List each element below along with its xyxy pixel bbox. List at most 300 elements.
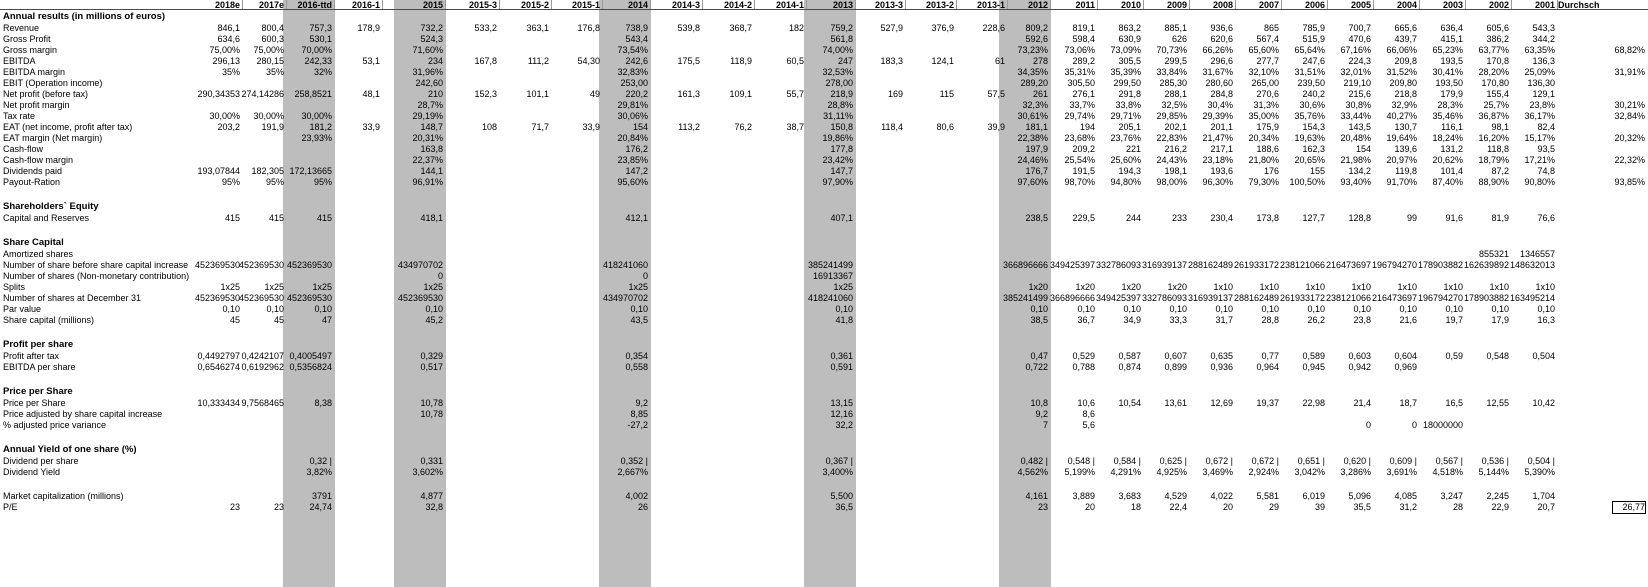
data-cell[interactable]: 865: [1263, 23, 1279, 33]
data-cell[interactable]: 20,84%: [617, 133, 648, 143]
data-cell[interactable]: 291,8: [1118, 89, 1141, 99]
row-label[interactable]: EBIT (Operation income): [3, 78, 103, 88]
data-cell[interactable]: 28,7%: [417, 100, 443, 110]
data-cell[interactable]: 5,581: [1256, 491, 1279, 501]
data-cell[interactable]: 33,9: [582, 122, 600, 132]
column-header-c2015[interactable]: 2015: [422, 0, 443, 10]
data-cell[interactable]: 39,9: [987, 122, 1005, 132]
data-cell[interactable]: 9,7568465: [241, 398, 284, 408]
data-cell[interactable]: 131,2: [1440, 144, 1463, 154]
row-label[interactable]: Number of shares at December 31: [3, 293, 142, 303]
data-cell[interactable]: 1x25: [264, 282, 284, 292]
data-cell[interactable]: 0,964: [1256, 362, 1279, 372]
row-label[interactable]: Gross Profit: [3, 34, 51, 44]
row-label[interactable]: P/E: [3, 502, 18, 512]
row-label[interactable]: Share capital (millions): [3, 315, 95, 325]
data-cell[interactable]: 592,6: [1025, 34, 1048, 44]
data-cell[interactable]: 1x25: [312, 282, 332, 292]
data-cell[interactable]: 101,4: [1440, 166, 1463, 176]
data-cell[interactable]: 29,71%: [1110, 111, 1141, 121]
data-cell[interactable]: 22,98: [1302, 398, 1325, 408]
column-header-c2013[interactable]: 2013: [832, 0, 853, 10]
data-cell[interactable]: 26,77: [1622, 502, 1645, 512]
data-cell[interactable]: 1x20: [1167, 282, 1187, 292]
data-cell[interactable]: 0,672 |: [1205, 456, 1233, 466]
data-cell[interactable]: 5,144%: [1478, 467, 1509, 477]
data-cell[interactable]: 119,8: [1395, 166, 1417, 176]
data-cell[interactable]: 26: [637, 502, 648, 512]
data-cell[interactable]: 48,1: [362, 89, 380, 99]
row-label[interactable]: EBITDA per share: [3, 362, 76, 372]
data-cell[interactable]: 452369530: [194, 293, 240, 303]
data-cell[interactable]: 0,548: [1486, 351, 1509, 361]
data-cell[interactable]: 620,6: [1210, 34, 1233, 44]
data-cell[interactable]: 452369530: [286, 293, 332, 303]
selected-cell-outline[interactable]: [1612, 501, 1646, 514]
data-cell[interactable]: 172,13665: [289, 166, 332, 176]
data-cell[interactable]: 40,27%: [1386, 111, 1417, 121]
data-cell[interactable]: 265,00: [1251, 78, 1279, 88]
data-cell[interactable]: 738,9: [625, 23, 648, 33]
data-cell[interactable]: 9,2: [1035, 409, 1048, 419]
data-cell[interactable]: 81,9: [1491, 213, 1509, 223]
data-cell[interactable]: 24,74: [309, 502, 332, 512]
column-header-c2006[interactable]: 2006: [1304, 0, 1325, 10]
data-cell[interactable]: 148,7: [420, 122, 443, 132]
data-cell[interactable]: 0: [437, 271, 443, 281]
data-cell[interactable]: 218,8: [1394, 89, 1417, 99]
data-cell[interactable]: 3,400%: [822, 467, 853, 477]
data-cell[interactable]: 25,60%: [1110, 155, 1141, 165]
data-cell[interactable]: 289,20: [1020, 78, 1048, 88]
data-cell[interactable]: 32,9%: [1391, 100, 1417, 110]
data-cell[interactable]: 247: [837, 56, 853, 66]
data-cell[interactable]: 71,60%: [412, 45, 443, 55]
column-header-c2009[interactable]: 2009: [1166, 0, 1187, 10]
data-cell[interactable]: 176: [1263, 166, 1279, 176]
data-cell[interactable]: 0,10: [1169, 304, 1187, 314]
data-cell[interactable]: 2,924%: [1248, 467, 1279, 477]
data-cell[interactable]: 15,17%: [1524, 133, 1555, 143]
data-cell[interactable]: 1x10: [1351, 282, 1371, 292]
data-cell[interactable]: 242,60: [415, 78, 443, 88]
data-cell[interactable]: 0,504: [1532, 351, 1555, 361]
data-cell[interactable]: 217,1: [1210, 144, 1233, 154]
data-cell[interactable]: 155: [1309, 166, 1325, 176]
data-cell[interactable]: 261933172: [1233, 260, 1279, 270]
data-cell[interactable]: 144,1: [420, 166, 443, 176]
data-cell[interactable]: 33,84%: [1156, 67, 1187, 77]
data-cell[interactable]: 162,3: [1302, 144, 1325, 154]
data-cell[interactable]: 65,23%: [1432, 45, 1463, 55]
data-cell[interactable]: 0,651 |: [1297, 456, 1325, 466]
row-label[interactable]: Dividend per share: [3, 456, 79, 466]
data-cell[interactable]: 91,6: [1445, 213, 1463, 223]
data-cell[interactable]: 415: [268, 213, 284, 223]
data-cell[interactable]: 0,482 |: [1020, 456, 1048, 466]
data-cell[interactable]: 29,39%: [1202, 111, 1233, 121]
data-cell[interactable]: 80,6: [936, 122, 954, 132]
column-header-c2011[interactable]: 2011: [1075, 0, 1095, 10]
data-cell[interactable]: 407,1: [830, 213, 853, 223]
row-label[interactable]: Net profit margin: [3, 100, 70, 110]
data-cell[interactable]: 219,10: [1343, 78, 1371, 88]
data-cell[interactable]: 30,8%: [1345, 100, 1371, 110]
data-cell[interactable]: 228,6: [982, 23, 1005, 33]
row-label[interactable]: Splits: [3, 282, 26, 292]
data-cell[interactable]: 30,00%: [209, 111, 240, 121]
data-cell[interactable]: 1x25: [628, 282, 648, 292]
row-label[interactable]: Revenue: [3, 23, 40, 33]
data-cell[interactable]: 23,93%: [301, 133, 332, 143]
data-cell[interactable]: 605,6: [1486, 23, 1509, 33]
column-header-c2017e[interactable]: 2017e: [258, 0, 284, 10]
data-cell[interactable]: 0,10: [1537, 304, 1555, 314]
data-cell[interactable]: 73,23%: [1017, 45, 1048, 55]
data-cell[interactable]: 4,518%: [1432, 467, 1463, 477]
column-header-cavg[interactable]: Durchsch: [1558, 0, 1600, 10]
data-cell[interactable]: 128,8: [1348, 213, 1371, 223]
data-cell[interactable]: 21,98%: [1340, 155, 1371, 165]
data-cell[interactable]: 136,3: [1532, 56, 1555, 66]
data-cell[interactable]: 0,32 |: [309, 456, 332, 466]
data-cell[interactable]: 0: [1365, 420, 1371, 430]
data-cell[interactable]: 35,31%: [1064, 67, 1095, 77]
data-cell[interactable]: 30,00%: [301, 111, 332, 121]
column-header-c2016ttd[interactable]: 2016-ttd: [297, 0, 332, 10]
section-header[interactable]: Profit per share: [3, 339, 74, 350]
row-label[interactable]: Gross margin: [3, 45, 58, 55]
data-cell[interactable]: 161,3: [677, 89, 700, 99]
data-cell[interactable]: 16913367: [812, 271, 853, 281]
data-cell[interactable]: 98,70%: [1064, 177, 1095, 187]
data-cell[interactable]: 79,30%: [1248, 177, 1279, 187]
data-cell[interactable]: 101,1: [526, 89, 549, 99]
data-cell[interactable]: 162639892: [1463, 260, 1509, 270]
data-cell[interactable]: 0,788: [1072, 362, 1095, 372]
data-cell[interactable]: 305,50: [1067, 78, 1095, 88]
data-cell[interactable]: 0,504 |: [1527, 456, 1555, 466]
data-cell[interactable]: 665,6: [1394, 23, 1417, 33]
data-cell[interactable]: 316939137: [1187, 293, 1233, 303]
data-cell[interactable]: 31,91%: [1614, 67, 1645, 77]
data-cell[interactable]: 5,096: [1348, 491, 1371, 501]
data-cell[interactable]: 2,245: [1486, 491, 1509, 501]
column-header-c2012[interactable]: 2012: [1027, 0, 1048, 10]
data-cell[interactable]: 147,7: [830, 166, 853, 176]
data-cell[interactable]: 299,5: [1164, 56, 1187, 66]
data-cell[interactable]: 183,3: [880, 56, 903, 66]
data-cell[interactable]: 23: [1037, 502, 1048, 512]
data-cell[interactable]: 332786093: [1141, 293, 1187, 303]
data-cell[interactable]: 0,47: [1030, 351, 1048, 361]
data-cell[interactable]: 66,06%: [1386, 45, 1417, 55]
data-cell[interactable]: 349425397: [1049, 260, 1095, 270]
data-cell[interactable]: 97,60%: [1017, 177, 1048, 187]
data-cell[interactable]: 244: [1125, 213, 1141, 223]
data-cell[interactable]: 0,10: [1307, 304, 1325, 314]
data-cell[interactable]: 74,00%: [822, 45, 853, 55]
data-cell[interactable]: 35%: [265, 67, 284, 77]
column-header-c2018e[interactable]: 2018e: [214, 0, 240, 10]
data-cell[interactable]: 197,9: [1025, 144, 1048, 154]
data-cell[interactable]: 196794270: [1371, 260, 1417, 270]
data-cell[interactable]: 238,5: [1025, 213, 1048, 223]
data-cell[interactable]: 0,10: [1399, 304, 1417, 314]
data-cell[interactable]: 29,19%: [412, 111, 443, 121]
data-cell[interactable]: 1x20: [1028, 282, 1048, 292]
data-cell[interactable]: 626: [1171, 34, 1187, 44]
data-cell[interactable]: 285,30: [1159, 78, 1187, 88]
data-cell[interactable]: 5,199%: [1064, 467, 1095, 477]
data-cell[interactable]: 385241499: [807, 260, 853, 270]
data-cell[interactable]: 276,1: [1072, 89, 1095, 99]
data-cell[interactable]: 130,7: [1394, 122, 1417, 132]
data-cell[interactable]: 19,63%: [1294, 133, 1325, 143]
data-cell[interactable]: 543,4: [625, 34, 648, 44]
data-cell[interactable]: 0,5356824: [289, 362, 332, 372]
data-cell[interactable]: 418241060: [807, 293, 853, 303]
data-cell[interactable]: 0,607: [1164, 351, 1187, 361]
data-cell[interactable]: 1x25: [833, 282, 853, 292]
column-header-c2014_2[interactable]: 2014-2: [723, 0, 752, 10]
data-cell[interactable]: 385241499: [1002, 293, 1048, 303]
data-cell[interactable]: 1x25: [423, 282, 443, 292]
data-cell[interactable]: 4,562%: [1017, 467, 1048, 477]
data-cell[interactable]: 201,1: [1210, 122, 1233, 132]
data-cell[interactable]: 0: [1411, 420, 1417, 430]
data-cell[interactable]: 90,80%: [1524, 177, 1555, 187]
column-header-c2015_1[interactable]: 2015-1: [571, 0, 600, 10]
row-label[interactable]: Payout-Ration: [3, 177, 61, 187]
data-cell[interactable]: 205,1: [1118, 122, 1141, 132]
row-label[interactable]: Capital and Reserves: [3, 213, 90, 223]
data-cell[interactable]: 363,1: [526, 23, 549, 33]
data-cell[interactable]: 434970702: [602, 293, 648, 303]
data-cell[interactable]: 278: [1032, 56, 1048, 66]
data-cell[interactable]: 452369530: [194, 260, 240, 270]
data-cell[interactable]: 163495214: [1509, 293, 1555, 303]
data-cell[interactable]: 93,40%: [1340, 177, 1371, 187]
data-cell[interactable]: 18: [1130, 502, 1141, 512]
data-cell[interactable]: 73,09%: [1110, 45, 1141, 55]
data-cell[interactable]: 88,90%: [1478, 177, 1509, 187]
data-cell[interactable]: 288,1: [1164, 89, 1187, 99]
data-cell[interactable]: 20: [1222, 502, 1233, 512]
data-cell[interactable]: 224,3: [1348, 56, 1371, 66]
data-cell[interactable]: 242,33: [304, 56, 332, 66]
data-cell[interactable]: 65,64%: [1294, 45, 1325, 55]
data-cell[interactable]: 28: [1452, 502, 1463, 512]
data-cell[interactable]: 216473697: [1325, 260, 1371, 270]
column-header-c2001[interactable]: 2001: [1534, 0, 1555, 10]
data-cell[interactable]: 240,2: [1302, 89, 1325, 99]
data-cell[interactable]: 288162489: [1233, 293, 1279, 303]
data-cell[interactable]: 23,76%: [1110, 133, 1141, 143]
data-cell[interactable]: 96,30%: [1202, 177, 1233, 187]
data-cell[interactable]: 152,3: [474, 89, 497, 99]
data-cell[interactable]: 29,74%: [1064, 111, 1095, 121]
row-label[interactable]: Tax rate: [3, 111, 36, 121]
data-cell[interactable]: 36,5: [835, 502, 853, 512]
data-cell[interactable]: 75,00%: [253, 45, 284, 55]
row-label[interactable]: EAT (net income, profit after tax): [3, 122, 133, 132]
data-cell[interactable]: 35%: [221, 67, 240, 77]
data-cell[interactable]: 800,4: [261, 23, 284, 33]
data-cell[interactable]: 0,899: [1164, 362, 1187, 372]
column-header-c2014_1[interactable]: 2014-1: [775, 0, 804, 10]
data-cell[interactable]: 29,81%: [617, 100, 648, 110]
data-cell[interactable]: 28,3%: [1437, 100, 1463, 110]
data-cell[interactable]: 20,34%: [1248, 133, 1279, 143]
data-cell[interactable]: 0,10: [1445, 304, 1463, 314]
data-cell[interactable]: 316939137: [1141, 260, 1187, 270]
data-cell[interactable]: 415: [316, 213, 332, 223]
data-cell[interactable]: 10,333434: [197, 398, 240, 408]
data-cell[interactable]: 193,50: [1435, 78, 1463, 88]
data-cell[interactable]: 23: [273, 502, 284, 512]
data-cell[interactable]: 1x10: [1535, 282, 1555, 292]
data-cell[interactable]: 10,6: [1077, 398, 1095, 408]
data-cell[interactable]: 32,01%: [1340, 67, 1371, 77]
data-cell[interactable]: 280,15: [256, 56, 284, 66]
data-cell[interactable]: 0,329: [420, 351, 443, 361]
row-label[interactable]: Dividend Yield: [3, 467, 61, 477]
data-cell[interactable]: 0,945: [1302, 362, 1325, 372]
data-cell[interactable]: 150,8: [830, 122, 853, 132]
data-cell[interactable]: 28,8: [1261, 315, 1279, 325]
data-cell[interactable]: 35,5: [1353, 502, 1371, 512]
data-cell[interactable]: 170,80: [1481, 78, 1509, 88]
data-cell[interactable]: 9,2: [635, 398, 648, 408]
data-cell[interactable]: 74,8: [1537, 166, 1555, 176]
data-cell[interactable]: 10,8: [1030, 398, 1048, 408]
data-cell[interactable]: 452369530: [238, 260, 284, 270]
data-cell[interactable]: 45,2: [425, 315, 443, 325]
data-cell[interactable]: 3791: [311, 491, 332, 501]
data-cell[interactable]: 242,6: [625, 56, 648, 66]
data-cell[interactable]: 129,1: [1532, 89, 1555, 99]
data-cell[interactable]: 630,9: [1118, 34, 1141, 44]
data-cell[interactable]: 3,683: [1118, 491, 1141, 501]
data-cell[interactable]: 30,61%: [1017, 111, 1048, 121]
row-label[interactable]: Price adjusted by share capital increase: [3, 409, 163, 419]
data-cell[interactable]: 0,722: [1025, 362, 1048, 372]
data-cell[interactable]: 0,548 |: [1067, 456, 1095, 466]
data-cell[interactable]: 193,5: [1440, 56, 1463, 66]
column-header-c2005[interactable]: 2005: [1350, 0, 1371, 10]
data-cell[interactable]: 22,4: [1169, 502, 1187, 512]
section-header[interactable]: Annual Yield of one share (%): [3, 444, 137, 455]
section-header[interactable]: Annual results (in millions of euros): [3, 11, 166, 22]
row-label[interactable]: Net profit (before tax): [3, 89, 89, 99]
data-cell[interactable]: 32,2: [835, 420, 853, 430]
data-cell[interactable]: 0,10: [222, 304, 240, 314]
row-label[interactable]: % adjusted price variance: [3, 420, 107, 430]
data-cell[interactable]: 8,38: [314, 398, 332, 408]
data-cell[interactable]: 3,691%: [1386, 467, 1417, 477]
data-cell[interactable]: 258,8521: [294, 89, 332, 99]
data-cell[interactable]: 19,37: [1256, 398, 1279, 408]
row-label[interactable]: Number of shares (Non-monetary contribution): [3, 271, 190, 281]
data-cell[interactable]: 238121066: [1325, 293, 1371, 303]
data-cell[interactable]: 280,60: [1205, 78, 1233, 88]
data-cell[interactable]: 76,6: [1537, 213, 1555, 223]
data-cell[interactable]: 261: [1032, 89, 1048, 99]
data-cell[interactable]: 0,936: [1210, 362, 1233, 372]
data-cell[interactable]: 16,3: [1537, 315, 1555, 325]
data-cell[interactable]: 434970702: [397, 260, 443, 270]
data-cell[interactable]: 10,78: [420, 398, 443, 408]
data-cell[interactable]: 30,21%: [1614, 100, 1645, 110]
data-cell[interactable]: 1x10: [1443, 282, 1463, 292]
data-cell[interactable]: 598,4: [1072, 34, 1095, 44]
data-cell[interactable]: 33,8%: [1115, 100, 1141, 110]
data-cell[interactable]: 0,10: [425, 304, 443, 314]
data-cell[interactable]: 53,1: [362, 56, 380, 66]
data-cell[interactable]: 25,54%: [1064, 155, 1095, 165]
data-cell[interactable]: 18,24%: [1432, 133, 1463, 143]
data-cell[interactable]: 1x10: [1397, 282, 1417, 292]
data-cell[interactable]: 73,06%: [1064, 45, 1095, 55]
data-cell[interactable]: 13,15: [830, 398, 853, 408]
row-label[interactable]: Profit after tax: [3, 351, 60, 361]
data-cell[interactable]: 82,4: [1537, 122, 1555, 132]
data-cell[interactable]: 116,1: [1441, 122, 1463, 132]
data-cell[interactable]: 30,06%: [617, 111, 648, 121]
row-label[interactable]: Cash-flow: [3, 144, 44, 154]
data-cell[interactable]: 178,9: [357, 23, 380, 33]
data-cell[interactable]: 109,1: [729, 89, 752, 99]
data-cell[interactable]: -27,2: [627, 420, 648, 430]
data-cell[interactable]: 32,5%: [1161, 100, 1187, 110]
data-cell[interactable]: 57,5: [987, 89, 1005, 99]
data-cell[interactable]: 0,609 |: [1389, 456, 1417, 466]
row-label[interactable]: EBITDA margin: [3, 67, 66, 77]
data-cell[interactable]: 415: [224, 213, 240, 223]
data-cell[interactable]: 221: [1125, 144, 1141, 154]
data-cell[interactable]: 76,2: [734, 122, 752, 132]
data-cell[interactable]: 33,44%: [1340, 111, 1371, 121]
data-cell[interactable]: 270,6: [1256, 89, 1279, 99]
data-cell[interactable]: 1x25: [220, 282, 240, 292]
data-cell[interactable]: 93,5: [1537, 144, 1555, 154]
data-cell[interactable]: 0,10: [314, 304, 332, 314]
data-cell[interactable]: 1x10: [1305, 282, 1325, 292]
data-cell[interactable]: 32,10%: [1248, 67, 1279, 77]
data-cell[interactable]: 0,10: [266, 304, 284, 314]
data-cell[interactable]: 28,20%: [1478, 67, 1509, 77]
data-cell[interactable]: 31,11%: [823, 111, 853, 121]
data-cell[interactable]: 785,9: [1302, 23, 1325, 33]
data-cell[interactable]: 182: [788, 23, 804, 33]
data-cell[interactable]: 0,942: [1348, 362, 1371, 372]
data-cell[interactable]: 33,9: [362, 122, 380, 132]
data-cell[interactable]: 3,286%: [1340, 467, 1371, 477]
data-cell[interactable]: 0,620 |: [1343, 456, 1371, 466]
data-cell[interactable]: 600,3: [261, 34, 284, 44]
data-cell[interactable]: 10,42: [1532, 398, 1555, 408]
data-cell[interactable]: 35,46%: [1432, 111, 1463, 121]
data-cell[interactable]: 0,10: [1261, 304, 1279, 314]
data-cell[interactable]: 198,1: [1164, 166, 1187, 176]
column-header-c2013_1[interactable]: 2013-1: [976, 0, 1005, 10]
data-cell[interactable]: 179,9: [1440, 89, 1463, 99]
data-cell[interactable]: 73,54%: [617, 45, 648, 55]
data-cell[interactable]: 20: [1084, 502, 1095, 512]
data-cell[interactable]: 167,8: [474, 56, 497, 66]
data-cell[interactable]: 98,00%: [1156, 177, 1187, 187]
